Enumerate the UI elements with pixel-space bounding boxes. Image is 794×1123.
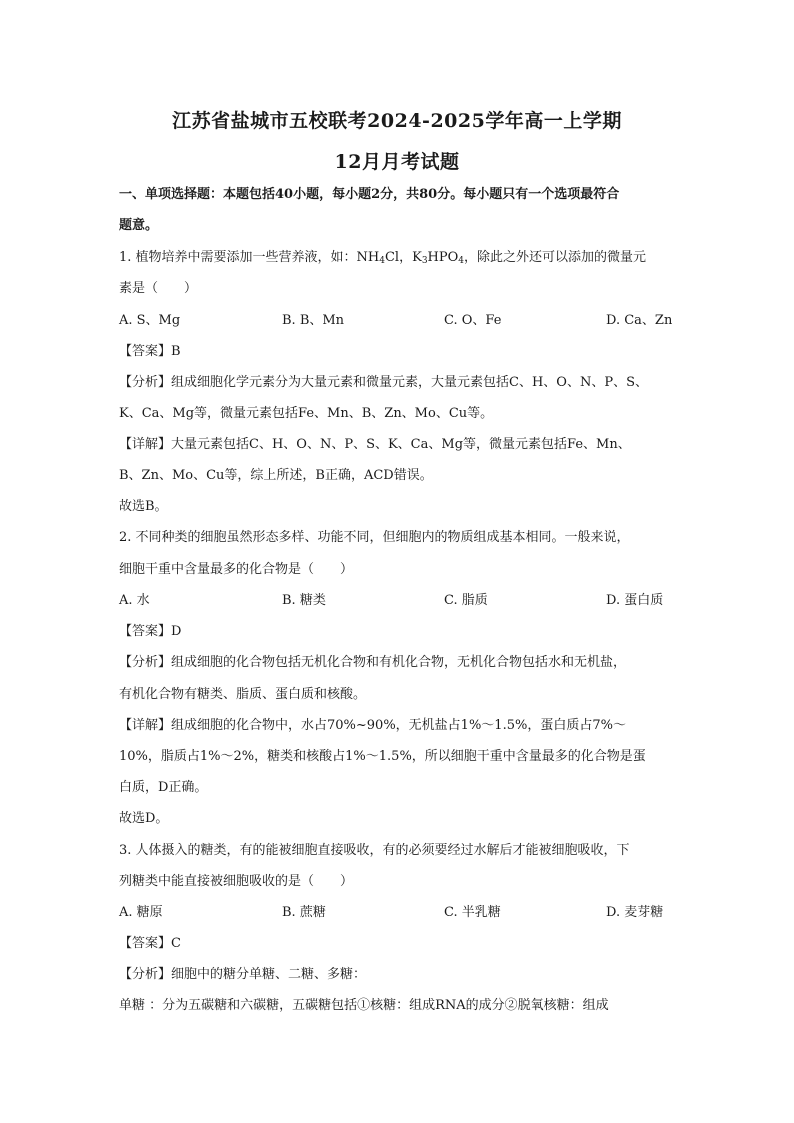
q3-option-d: D. 麦芽糖 <box>606 905 664 920</box>
q2-answer: 【答案】D <box>119 624 182 639</box>
q1-stem-line1: 1. 植物培养中需要添加一些营养液，如：$NH_4Cl$，$K_3HPO_4$，除此之外还可以添加的微量元 <box>119 250 647 266</box>
section-heading-cont: 题意。 <box>119 218 159 233</box>
q2-detail-line2: 10%，脂质占1%～2%，糖类和核酸占1%～1.5%，所以细胞干重中含量最多的化合物是蛋 <box>119 749 646 764</box>
q2-option-c: C. 脂质 <box>444 593 488 608</box>
q1-detail-line2: B、Zn、Mo、Cu等，综上所述，B正确，ACD错误。 <box>119 468 433 483</box>
q1-detail-line1: 【详解】大量元素包括C、H、O、N、P、S、K、Ca、Mg等，微量元素包括Fe、Mn、 <box>119 437 631 452</box>
q2-option-d: D. 蛋白质 <box>606 593 664 608</box>
q3-option-c: C. 半乳糖 <box>444 905 501 920</box>
q2-option-a: A. 水 <box>119 593 150 608</box>
q3-stem-line2: 列糖类中能直接被细胞吸收的是（ ） <box>119 874 354 889</box>
q1-choose: 故选B。 <box>119 499 168 514</box>
q1-analysis-line1: 【分析】组成细胞化学元素分为大量元素和微量元素，大量元素包括C、H、O、N、P、S、 <box>119 375 648 390</box>
q3-answer: 【答案】C <box>119 936 181 951</box>
q2-choose: 故选D。 <box>119 811 169 826</box>
q3-stem-line1: 3. 人体摄入的糖类，有的能被细胞直接吸收，有的必须要经过水解后才能被细胞吸收，下 <box>119 843 630 858</box>
document-title-line2: 12月月考试题 <box>334 151 460 173</box>
q2-stem-line1: 2. 不同种类的细胞虽然形态多样、功能不同，但细胞内的物质组成基本相同。一般来说， <box>119 530 630 545</box>
q3-analysis-line1: 【分析】细胞中的糖分单糖、二糖、多糖： <box>119 967 367 982</box>
q3-analysis-line2: 单糖 ：分为五碳糖和六碳糖，五碳糖包括①核糖：组成RNA的成分②脱氧核糖：组成 <box>119 998 609 1013</box>
q2-detail-line1: 【详解】组成细胞的化合物中，水占70%~90%，无机盐占1%～1.5%，蛋白质占7%～ <box>119 718 626 733</box>
q3-option-a: A. 糖原 <box>119 905 163 920</box>
q1-option-c: C. O、Fe <box>444 313 502 328</box>
q1-stem-line2: 素是（ ） <box>119 281 198 296</box>
q1-option-b: B. B、Mn <box>282 313 345 328</box>
section-heading: 一、单项选择题：本题包括40小题，每小题2分，共80分。每小题只有一个选项最符合 <box>119 187 620 202</box>
q2-analysis-line1: 【分析】组成细胞的化合物包括无机化合物和有机化合物，无机化合物包括水和无机盐， <box>119 655 627 670</box>
q2-analysis-line2: 有机化合物有糖类、脂质、蛋白质和核酸。 <box>119 687 367 702</box>
q1-analysis-line2: K、Ca、Mg等，微量元素包括Fe、Mn、B、Zn、Mo、Cu等。 <box>119 406 494 421</box>
q2-stem-line2: 细胞干重中含量最多的化合物是（ ） <box>119 562 354 577</box>
q1-option-a: A. S、Mg <box>119 313 181 328</box>
document-title-line1: 江苏省盐城市五校联考2024-2025学年高一上学期 <box>172 110 622 132</box>
q2-option-b: B. 糖类 <box>282 593 326 608</box>
q3-option-b: B. 蔗糖 <box>282 905 326 920</box>
q1-answer: 【答案】B <box>119 344 181 359</box>
q2-detail-line3: 白质，D正确。 <box>119 780 208 795</box>
q1-option-d: D. Ca、Zn <box>606 313 673 328</box>
